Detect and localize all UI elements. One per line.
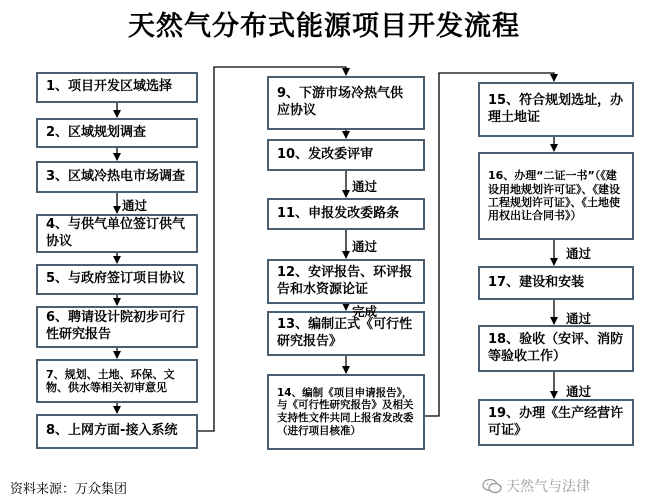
step-1-box (36, 72, 198, 103)
label-pass-3-4: 通过 (122, 198, 148, 213)
page-title: 天然气分布式能源项目开发流程 (128, 11, 520, 42)
step-15-label: 15、符合规划选址，办理土地证 (488, 92, 624, 125)
step-17-box (478, 266, 634, 300)
step-9-box (267, 76, 425, 130)
step-9-label: 9、下游市场冷热气供应协议 (277, 86, 404, 118)
step-2-label: 2、区域规划调查 (46, 124, 147, 140)
step-11-label: 11、申报发改委路条 (277, 205, 400, 221)
step-12-box (267, 259, 425, 304)
step-8-box (36, 414, 198, 449)
step-16-label: 16、办理“二证一书”（《建设用地规划许可证》、《建设工程规划许可证》、《土地使用权出让合同书》） (488, 169, 620, 223)
step-7-box (36, 359, 198, 403)
step-19-label: 19、办理《生产经营许可证》 (488, 405, 624, 438)
label-pass-18-19: 通过 (566, 384, 592, 399)
step-6-box (36, 306, 198, 348)
step-10-label: 10、发改委评审 (277, 146, 374, 162)
step-13-box (267, 311, 425, 356)
step-19-box (478, 399, 634, 446)
watermark (482, 476, 590, 496)
source-note: 资料来源：万众集团 (10, 482, 128, 497)
step-6-label: 6、聘请设计院初步可行性研究报告 (46, 310, 186, 342)
label-pass-16-17: 通过 (566, 246, 592, 261)
step-4-box (36, 214, 198, 253)
wechat-icon (482, 478, 502, 494)
step-14-label: 14、编制《项目申请报告》，与《可行性研究报告》及相关支持性文件共同上报省发改委（进行项目核准） (277, 386, 414, 437)
step-2-box (36, 118, 198, 148)
step-11-box (267, 198, 425, 230)
step-17-label: 17、建设和安装 (488, 274, 585, 290)
step-16-box (478, 152, 634, 240)
step-14-box (267, 374, 425, 450)
watermark-text: 天然气与法律 (506, 479, 590, 495)
step-3-box (36, 161, 198, 193)
step-13-label: 13、编制正式《可行性研究报告》 (277, 316, 413, 349)
step-8-label: 8、上网方面-接入系统 (46, 423, 178, 439)
step-15-box (478, 82, 634, 137)
label-done-12-13: 完成 (352, 304, 378, 319)
step-18-box (478, 325, 634, 372)
step-12-label: 12、安评报告、环评报告和水资源论证 (277, 264, 413, 297)
label-pass-11-12: 通过 (352, 239, 378, 254)
step-5-box (36, 264, 198, 295)
step-18-label: 18、验收（安评、消防等验收工作） (488, 331, 624, 364)
step-4-label: 4、与供气单位签订供气协议 (46, 216, 186, 249)
step-1-label: 1、项目开发区域选择 (46, 79, 173, 95)
label-pass-10-11: 通过 (352, 179, 378, 194)
step-3-label: 3、区域冷热电市场调查 (46, 168, 186, 184)
step-7-label: 7、规划、土地、环保、文物、供水等相关初审意见 (46, 367, 175, 394)
step-5-label: 5、与政府签订项目协议 (46, 271, 186, 287)
label-pass-17-18: 通过 (566, 311, 592, 326)
step-10-box (267, 139, 425, 171)
